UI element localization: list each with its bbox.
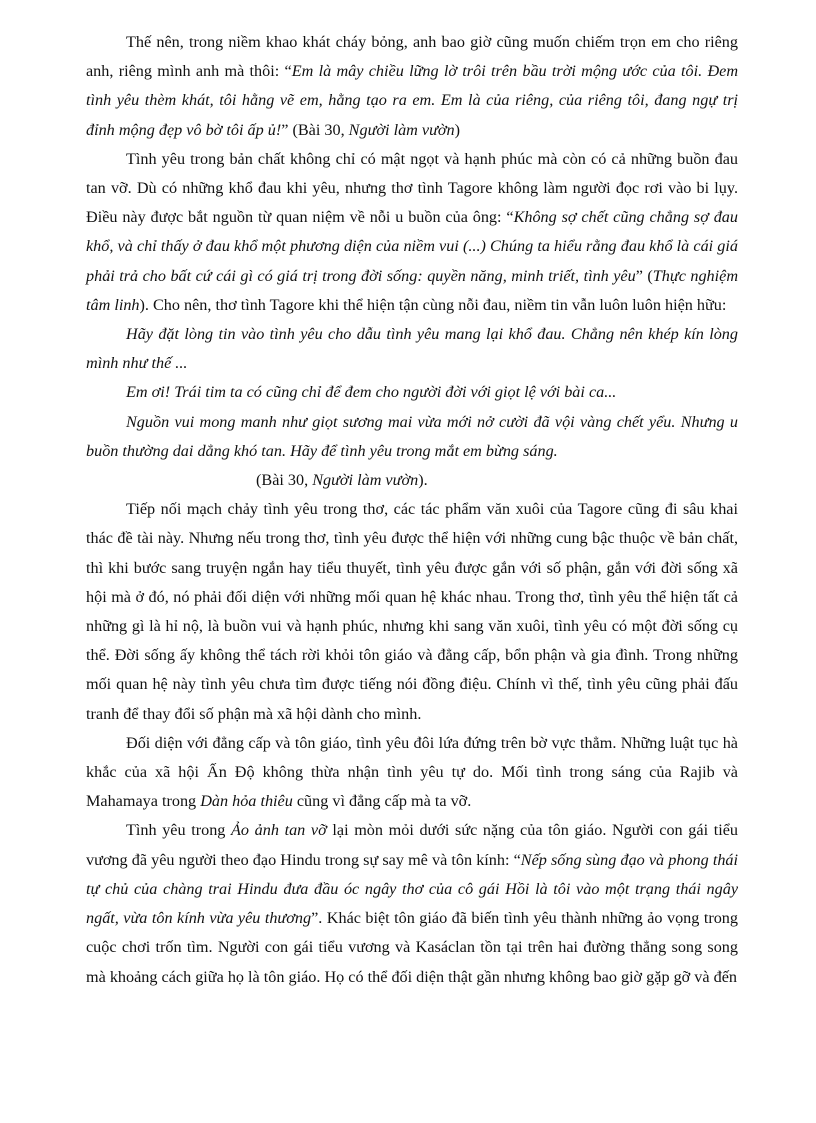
paragraph-2 (86, 145, 738, 320)
p1-text: Thế nên, trong niềm khao khát cháy bỏng, anh bao giờ cũng muốn chiếm trọn em cho riêng anh, riêng mình anh mà thôi: “ (86, 33, 738, 81)
p2-work-title: Thực nghiệm tâm linh (86, 266, 739, 314)
source-text-end: ). (418, 471, 428, 490)
paragraph-4 (86, 729, 738, 817)
p1-text-3: ) (454, 120, 461, 139)
paragraph-3: Tiếp nối mạch chảy tình yêu trong thơ, các tác phẩm văn xuôi của Tagore cũng đi sâu khai thác đề tài này. Nhưng nếu trong thơ, tình yêu được thể hiện với những cung bậc thuộc về bản chất, thì khi bước sang truyện ngắn hay tiểu thuyết, tình yêu được gắn với số phận, gắn với đời sống xã hội mà ở đó, nó phải đối diện với những mối quan hệ khác nhau. Trong thơ, tình yêu thể hiện tất cả những gì là hỉ nộ, là buồn vui và hạnh phúc, nhưng khi sang văn xuôi, tình yêu có một đời sống cụ thể. Đời sống ấy không thể tách rời khỏi tôn giáo và đẳng cấp, bổn phận và gia đình. Trong những mối quan hệ này tình yêu chưa tìm được tiếng nói đồng điệu. Chính vì thế, tình yêu cũng phải đấu tranh để thay đổi số phận mà xã hội dành cho mình. (86, 500, 738, 723)
p5-text-2: lại mòn mỏi dưới sức nặng của tôn giáo. Người con gái tiểu vương đã yêu người theo đạo Hindu trong sự say mê và tôn kính: “ (86, 821, 738, 869)
p1-work-title: Người làm vườn (348, 120, 455, 139)
p4-text: Đối diện với đẳng cấp và tôn giáo, tình yêu đôi lứa đứng trên bờ vực thẳm. Những luật tục hà khắc của xã hội Ấn Độ không thừa nhận tình yêu tự do. Mối tình trong sáng của Rajib và Mahamaya trong (86, 733, 738, 811)
p4-work-title: Dàn hỏa thiêu (200, 792, 293, 811)
paragraph-5 (86, 816, 738, 991)
p1-quote: Em là mây chiều lững lờ trôi trên bầu trời mộng ước của tôi. Đem tình yêu thèm khát, tôi hằng vẽ em, hằng tạo ra em. Em là của riêng, của riêng tôi, đang ngự trị đỉnh mộng đẹp vô bờ tôi ấp ủ! (86, 62, 739, 139)
source-text: (Bài 30, (256, 471, 313, 490)
p2-text-3: ). Cho nên, thơ tình Tagore khi thể hiện tận cùng nỗi đau, niềm tin vẫn luôn luôn hiện hữu: (139, 295, 727, 314)
p5-text-3: ”. Khác biệt tôn giáo đã biến tình yêu thành những ảo vọng trong cuộc chơi trốn tìm. Người con gái tiểu vương và Kasáclan tồn tại trên hai đường thẳng song song mà khoảng cách giữa họ là tôn giáo. Họ có thể đối diện thật gần nhưng không bao giờ gặp gỡ và đến (86, 909, 738, 986)
document-page (86, 28, 738, 992)
p2-quote: Không sợ chết cũng chẳng sợ đau khổ, và chỉ thấy ở đau khổ một phương diện của niềm vui (...) Chúng ta hiểu rằng đau khổ là cái giá phải trả cho bất cứ cái gì có giá trị trong đời sống: quyền năng, minh triết, tình yêu (86, 208, 738, 285)
quote-source (86, 466, 738, 495)
p5-text: Tình yêu trong (126, 821, 232, 840)
p1-text-2: ” (Bài 30, (281, 120, 349, 139)
p5-work-title: Ảo ảnh tan vỡ (231, 821, 327, 840)
source-work-title: Người làm vườn (312, 471, 419, 490)
paragraph-1 (86, 28, 738, 145)
p2-text: Tình yêu trong bản chất không chỉ có mật ngọt và hạnh phúc mà còn có cả những buồn đau tan vỡ. Dù có những khổ đau khi yêu, nhưng thơ tình Tagore không làm người đọc rơi vào bi lụy. Điều này được bắt nguồn từ quan niệm về nỗi u buồn của ông: “ (86, 149, 738, 227)
p2-text-2: ” ( (635, 266, 653, 285)
poem-quote-3: Nguồn vui mong manh như giọt sương mai vừa mới nở cười đã vội vàng chết yểu. Nhưng u buồn thường dai dẳng khó tan. Hãy để tình yêu trong mắt em bừng sáng. (86, 412, 738, 460)
p4-text-2: cũng vì đẳng cấp mà ta vỡ. (292, 792, 472, 811)
poem-quote-2: Em ơi! Trái tim ta có cũng chỉ để đem cho người đời với giọt lệ với bài ca... (126, 383, 617, 402)
p5-quote: Nếp sống sùng đạo và phong thái tự chủ của chàng trai Hindu đưa đầu óc ngây thơ của cô gái Hồi là tôi vào một trạng thái ngây ngất, vừa tôn kính vừa yêu thương (86, 850, 739, 928)
poem-quote-1: Hãy đặt lòng tin vào tình yêu cho dẫu tình yêu mang lại khổ đau. Chẳng nên khép kín lòng mình như thế ... (86, 325, 738, 373)
